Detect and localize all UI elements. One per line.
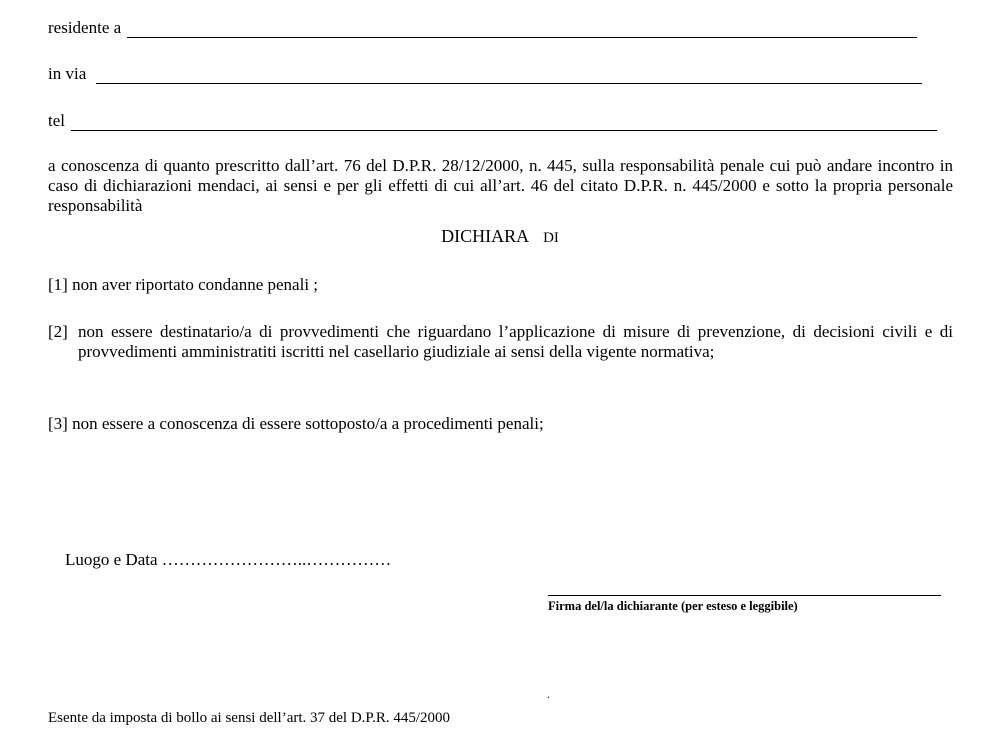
declaration-number: [1] bbox=[48, 275, 68, 294]
declaration-heading bbox=[0, 225, 1000, 249]
declaration-text: non aver riportato condanne penali ; bbox=[72, 275, 319, 294]
phone-label: tel bbox=[48, 111, 65, 130]
street-field bbox=[48, 60, 922, 84]
street-blank-line[interactable] bbox=[96, 67, 922, 84]
phone-field bbox=[48, 107, 937, 131]
residence-field bbox=[48, 14, 917, 38]
declaration-number: [3] bbox=[48, 414, 68, 433]
declaration-text: non essere destinatario/a di provvedimenti che riguardano l’applicazione di misure di prevenzione, di decisioni civili e di provvedimenti amministratiti iscritti nel casellario giudiziale ai sensi della vigente normativa; bbox=[78, 322, 953, 361]
signature-line[interactable] bbox=[548, 595, 941, 596]
declaration-item-2 bbox=[48, 322, 953, 362]
declaration-item-1 bbox=[48, 275, 953, 295]
street-label: in via bbox=[48, 64, 87, 83]
place-date-dots: ……………………..…………… bbox=[161, 550, 392, 569]
intro-paragraph: a conoscenza di quanto prescritto dall’art. 76 del D.P.R. 28/12/2000, n. 445, sulla responsabilità penale cui può andare incontro in caso di dichiarazioni mendaci, ai sensi e per gli effetti di cui all’art. 46 del citato D.P.R. n. 445/2000 e sotto la propria personale responsabilità bbox=[48, 156, 953, 215]
heading-main: DICHIARA bbox=[441, 226, 530, 246]
place-date-label: Luogo e Data bbox=[65, 550, 158, 569]
residence-blank-line[interactable] bbox=[127, 21, 917, 38]
heading-suffix: DI bbox=[543, 230, 559, 246]
footer-dot: . bbox=[547, 687, 550, 701]
signature-caption: Firma del/la dichiarante (per esteso e leggibile) bbox=[548, 599, 798, 613]
phone-blank-line[interactable] bbox=[71, 114, 937, 131]
declaration-number: [2] bbox=[48, 322, 68, 341]
declaration-item-3 bbox=[48, 414, 953, 434]
residence-label: residente a bbox=[48, 18, 122, 37]
declaration-text: non essere a conoscenza di essere sottoposto/a a procedimenti penali; bbox=[72, 414, 544, 433]
stamp-exemption-note: Esente da imposta di bollo ai sensi dell’art. 37 del D.P.R. 445/2000 bbox=[48, 710, 451, 726]
place-date-field[interactable] bbox=[48, 530, 391, 590]
